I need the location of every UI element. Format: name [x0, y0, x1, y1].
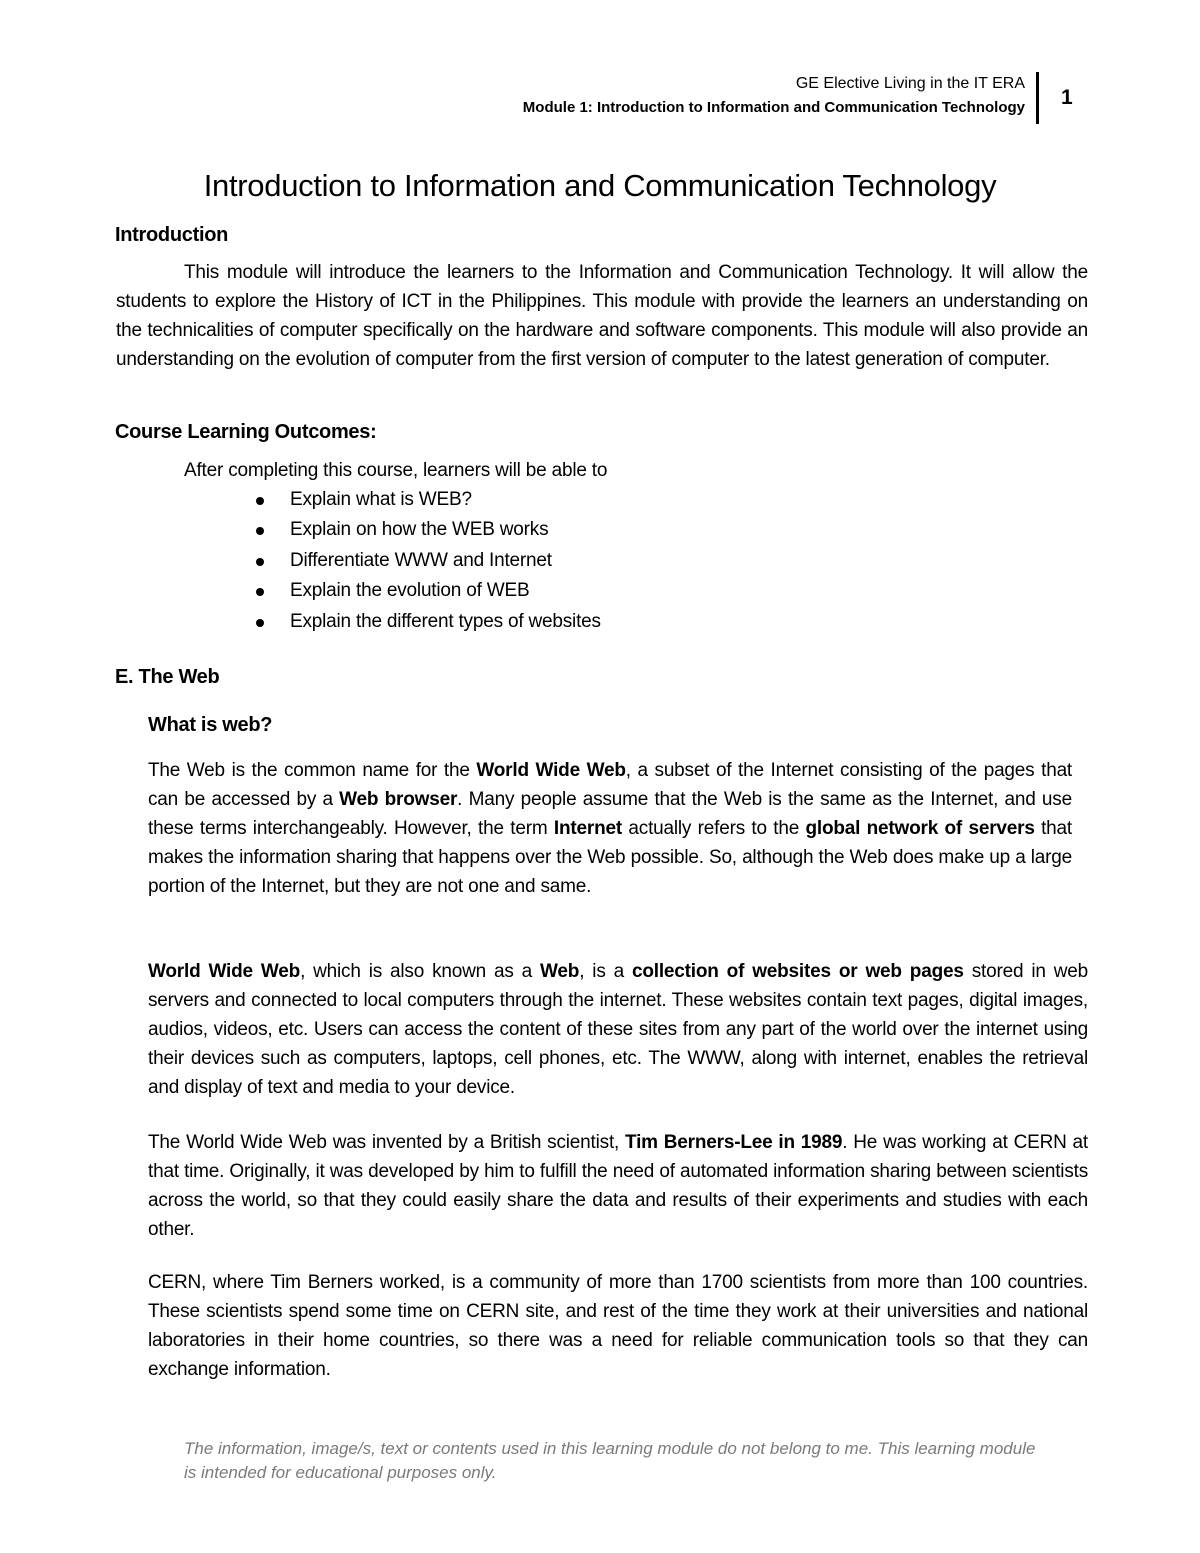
page-title: Introduction to Information and Communication Technology	[203, 168, 997, 203]
p2-text-2: , is a	[579, 961, 632, 982]
section-subheading: What is web?	[148, 714, 273, 736]
p3-bold-1: Tim Berners-Lee in 1989	[625, 1132, 843, 1153]
p1-text-3: . Many people assume that the Web is the same as the Internet, and use these terms interchangeably. However, the term	[148, 789, 1072, 839]
outcome-text: Explain the evolution of WEB	[290, 580, 530, 602]
outcome-text: Differentiate WWW and Internet	[290, 549, 552, 571]
header-course: GE Elective Living in the IT ERA	[795, 75, 1025, 92]
page-number: 1	[1061, 86, 1073, 109]
outcome-text: Explain the different types of websites	[290, 610, 601, 632]
bullet-icon	[256, 497, 264, 505]
outcomes-heading: Course Learning Outcomes:	[115, 421, 377, 443]
list-item	[254, 485, 601, 515]
p2-bold-2: Web	[540, 961, 580, 982]
p1-text-5: that makes the information sharing that happens over the Web possible. So, although the Web does make up a large portion of the Internet, but they are not one and same.	[148, 818, 1072, 897]
outcome-text: Explain on how the WEB works	[290, 519, 549, 541]
list-item	[254, 546, 601, 576]
bullet-icon	[256, 527, 264, 535]
p1-text-2: , a subset of the Internet consisting of the pages that can be accessed by a	[148, 760, 1073, 810]
p1-bold-1: World Wide Web	[476, 760, 626, 781]
outcome-text: Explain what is WEB?	[290, 489, 472, 510]
p1-bold-2: Web browser	[339, 789, 458, 810]
outcomes-list	[254, 485, 601, 637]
invention-paragraph	[148, 1128, 1088, 1244]
bullet-icon	[256, 619, 264, 627]
p2-bold-3: collection of websites or web pages	[631, 961, 964, 982]
outcomes-lead: After completing this course, learners will be able to	[184, 460, 608, 481]
p2-text-3: stored in web servers and connected to local computers through the internet. These websites contain text pages, digital images, audios, videos, etc. Users can access the content of these sites from any part of the world over the internet using their devices such as computers, laptops, cell phones, etc. The WWW, along with internet, enables the retrieval and display of text and media to your device.	[148, 961, 1088, 1098]
running-header	[523, 72, 1025, 120]
cern-paragraph: CERN, where Tim Berners worked, is a community of more than 1700 scientists from more than 100 countries. These scientists spend some time on CERN site, and rest of the time they work at their universities and national laboratories in their home countries, so there was a need for reliable communication tools so that they can exchange information.	[148, 1272, 1088, 1380]
bullet-icon	[256, 558, 264, 566]
introduction-heading: Introduction	[115, 224, 229, 246]
introduction-paragraph: This module will introduce the learners to the Information and Communication Technology. It will allow the students to explore the History of ICT in the Philippines. This module with provide the learners an understanding on the technicalities of computer specifically on the hardware and software components. This module will also provide an understanding on the evolution of computer from the first version of computer to the latest generation of computer.	[116, 262, 1088, 370]
www-paragraph	[148, 957, 1088, 1102]
p2-text-1: , which is also known as a	[300, 961, 541, 982]
p2-bold-1: World Wide Web	[148, 961, 301, 982]
p1-bold-4: global network of servers	[805, 818, 1035, 839]
bullet-icon	[256, 588, 264, 596]
section-heading: E. The Web	[115, 666, 220, 688]
list-item	[254, 576, 601, 606]
footer-disclaimer: The information, image/s, text or contents used in this learning module do not belong to me. This learning module is intended for educational purposes only.	[184, 1439, 1036, 1482]
header-module: Module 1: Introduction to Information and Communication Technology	[522, 99, 1025, 116]
web-definition-paragraph	[148, 756, 1072, 901]
p1-bold-3: Internet	[553, 818, 622, 839]
p1-text-1: The Web is the common name for the	[148, 760, 477, 781]
p1-text-4: actually refers to the	[621, 818, 806, 839]
header-divider	[1036, 72, 1039, 124]
p3-text-1: The World Wide Web was invented by a British scientist,	[148, 1132, 626, 1153]
list-item	[254, 515, 601, 545]
list-item	[254, 607, 601, 637]
p3-text-2: . He was working at CERN at that time. Originally, it was developed by him to fulfill the need of automated information sharing between scientists across the world, so that they could easily share the data and results of their experiments and studies with each other.	[148, 1132, 1088, 1240]
